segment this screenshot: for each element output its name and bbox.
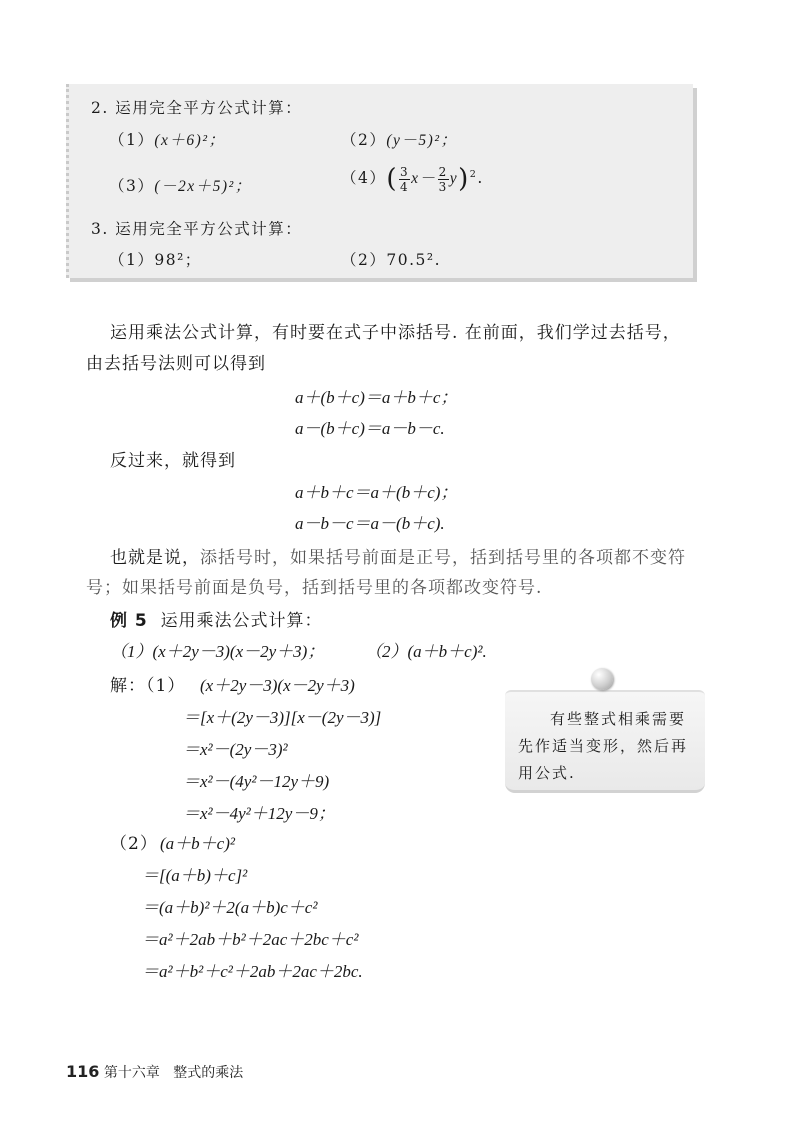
exercise-2-item-3 [109, 174, 252, 196]
solution-1-line-2: ＝[x＋(2y－3)][x－(2y－3)] [183, 708, 382, 727]
exercise-box [66, 84, 693, 278]
fraction-two-thirds: $\frac{2}{3}$ [438, 164, 448, 194]
page-number: 116 [66, 1062, 100, 1081]
paragraph-1-line-1: 运用乘法公式计算，有时要在式子中添括号. 在前面，我们学过去括号， [110, 323, 681, 343]
example-title: 运用乘法公式计算： [160, 611, 323, 631]
example-heading [110, 606, 323, 631]
chapter-number: 第十六章 [103, 1065, 160, 1081]
equation-remove-bracket-1: a＋(b＋c)＝a＋b＋c； [295, 388, 458, 407]
tip-bulb-icon [591, 668, 613, 690]
exercise-expr: (y－5)²； [386, 132, 458, 149]
fraction-three-quarters: $\frac{3}{4}$ [400, 164, 410, 194]
rule-line-2: 号；如果括号前面是负号，括到括号里的各项都改变符号. [86, 578, 543, 598]
tip-line-3: 用公式. [518, 764, 576, 782]
tip-line-2: 先作适当变形，然后再 [518, 737, 689, 755]
solution-1-line-3: ＝x²－(2y－3)² [183, 740, 288, 759]
exercise-2-item-4: （4）( $\frac{3}{4}$ x－ $\frac{2}{3}$ y)$^2$. [341, 164, 484, 194]
exercise-label: （2） [341, 251, 387, 269]
solution-label [110, 671, 185, 696]
solution-1-line-5: ＝x²－4y²＋12y－9； [183, 804, 335, 823]
rule-statement: 添括号时，如果括号前面是正号，括到括号里的各项都不变符 [200, 548, 686, 568]
solution-2-line-2: ＝[(a＋b)＋c]² [142, 866, 248, 885]
exercise-label: （3） [109, 177, 155, 195]
solution-part-2-label: （2） [110, 834, 158, 854]
exercise-expr: 98²； [154, 251, 202, 269]
example-problem-1: （1）(x＋2y－3)(x－2y＋3)； [110, 642, 325, 661]
exercise-3-item-1 [109, 248, 202, 270]
solution-2-line-4: ＝a²＋2ab＋b²＋2ac＋2bc＋c² [142, 930, 359, 949]
equation-remove-bracket-2: a－(b＋c)＝a－b－c. [295, 419, 445, 438]
example-label: 例 5 [110, 611, 148, 631]
exercise-3-title: 3. 运用完全平方公式计算： [91, 220, 303, 238]
exercise-2-item-1 [109, 128, 225, 150]
chapter-title: 整式的乘法 [173, 1065, 244, 1081]
solution-2-line-5: ＝a²＋b²＋c²＋2ab＋2ac＋2bc. [142, 962, 363, 981]
solution-part-1-label: （1） [146, 676, 186, 696]
exercise-2-item-2 [341, 128, 457, 150]
rule-intro: 也就是说， [110, 548, 200, 568]
solution-2-line-1: (a＋b＋c)² [160, 834, 235, 853]
solution-1-line-4: ＝x²－(4y²－12y＋9) [183, 772, 330, 791]
rule-line-1 [110, 543, 686, 568]
paragraph-2: 反过来，就得到 [110, 451, 236, 471]
solution-1-line-1: (x＋2y－3)(x－2y＋3) [200, 676, 355, 695]
page-footer [66, 1062, 243, 1082]
exercise-label: （2） [341, 131, 387, 149]
exercise-3-item-2 [341, 248, 441, 270]
exercise-2-title: 2. 运用完全平方公式计算： [91, 99, 303, 117]
exercise-label: （1） [109, 251, 155, 269]
exercise-expr: (x＋6)²； [154, 132, 226, 149]
equation-add-bracket-1: a＋b＋c＝a＋(b＋c)； [295, 483, 458, 502]
paragraph-1-line-2: 由去括号法则可以得到 [86, 354, 266, 374]
exercise-expr: 70.5². [386, 251, 442, 269]
tip-line-1: 有些整式相乘需要 [550, 710, 687, 728]
example-problem-2: （2）(a＋b＋c)². [365, 642, 487, 661]
exercise-label: （4） [341, 169, 387, 187]
equation-add-bracket-2: a－b－c＝a－(b＋c). [295, 514, 445, 533]
exercise-expr: (－2x＋5)²； [154, 178, 252, 195]
solution-prefix: 解： [110, 676, 146, 696]
solution-2-line-3: ＝(a＋b)²＋2(a＋b)c＋c² [142, 898, 318, 917]
exercise-label: （1） [109, 131, 155, 149]
